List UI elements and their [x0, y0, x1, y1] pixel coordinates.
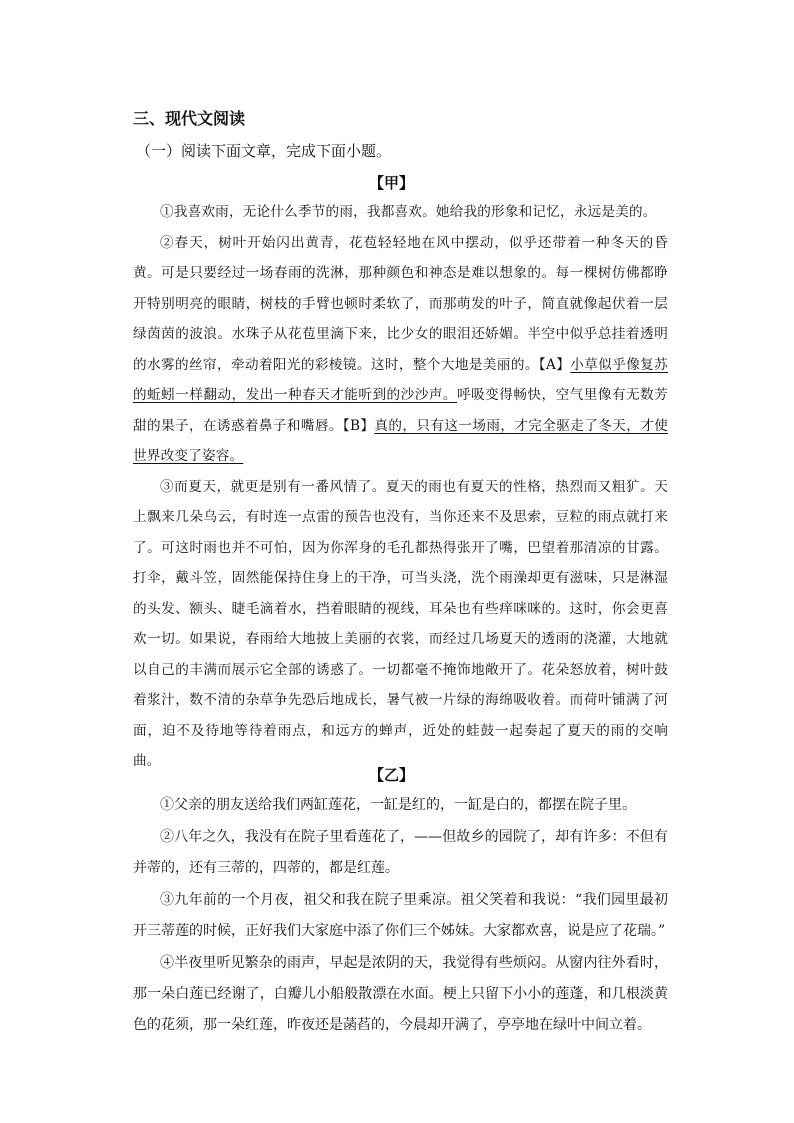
paragraph-b1: ①父亲的朋友送给我们两缸莲花，一缸是红的，一缸是白的，都摆在院子里。: [160, 797, 636, 813]
paragraph-3: ③而夏天，就更是别有一番风情了。夏天的雨也有夏天的性格，热烈而又粗犷。天上飘来几朵乌云，有时连一点雷的预告也没有，当你还来不及思索，豆粒的雨点就打来了。可这时雨也并不可怕，因为你浑身的毛孔都热得张开了嘴，巴望着那清凉的甘露。打伞，戴斗笠，固然能保持住身上的干净，可当头浇，洗个雨澡却更有滋味，只是淋湿的头发、额头、睫毛滴着水，挡着眼睛的视线，耳朵也有些痒咪咪的。这时，你会更喜欢一切。如果说，春雨给大地披上美丽的衣裳，而经过几场夏天的透雨的浇灌，大地就以自己的丰满而展示它全部的诱惑了。一切都毫不掩饰地敞开了。花朵怒放着，树叶鼓着浆汁，数不清的杂草争先恐后地成长，暑气被一片绿的海绵吸收着。而荷叶铺满了河面，迫不及待地等待着雨点，和远方的蝉声，近处的蛙鼓一起奏起了夏天的雨的交响曲。: [133, 478, 668, 769]
underlined-sentence-a: 小草似乎像复苏的蚯蚓一样翻动，发出一种春天才能听到的沙沙声。: [133, 356, 668, 403]
marker-b: 【B】: [342, 417, 375, 434]
heading-jia: 【甲】: [369, 174, 415, 192]
paragraph-2-middle: 呼吸变得畅快，空气里像有无数芳甜的果子，在诱惑着鼻子和嘴唇。: [133, 387, 669, 434]
heading-yi: 【乙】: [369, 766, 415, 784]
paragraph-2: [133, 228, 668, 472]
paragraph-b3: ③九年前的一个月夜，祖父和我在院子里乘凉。祖父笑着和我说：“我们园里最初开三蒂莲的时候，正好我们大家庭中添了你们三个姊妹。大家都欢喜，说是应了花瑞。”: [133, 892, 668, 939]
paragraph-b4: ④半夜里听见繁杂的雨声，早起是浓阴的天，我觉得有些烦闷。从窗内往外看时，那一朵白莲已经谢了，白瓣儿小船般散漂在水面。梗上只留下小小的莲蓬，和几根淡黄色的花须，那一朵红莲，昨夜还是菡萏的，今晨却开满了，亭亭地在绿叶中间立着。: [133, 955, 668, 1033]
paragraph-1: ①我喜欢雨，无论什么季节的雨，我都喜欢。她给我的形象和记忆，永远是美的。: [160, 204, 657, 220]
underlined-sentence-b: 真的，只有这一场雨，才完全驱走了冬天，才使世界改变了姿容。: [133, 417, 669, 464]
passage-yi: [133, 790, 668, 1042]
instruction: （一）阅读下面文章，完成下面小题。: [136, 142, 392, 160]
paragraph-b2: ②八年之久，我没有在院子里看莲花了，——但故乡的园院了，却有许多：不但有并蒂的，还有三蒂的，四蒂的，都是红莲。: [133, 829, 668, 876]
marker-a: 【A】: [538, 356, 571, 373]
section-title: 三、现代文阅读: [133, 109, 246, 128]
paragraph-2-text: ②春天，树叶开始闪出黄青，花苞轻轻地在风中摆动，似乎还带着一种冬天的昏黄。可是只要经过一场春雨的洗淋，那种颜色和神态是难以想象的。每一棵树仿佛都睁开特别明亮的眼睛，树枝的手臂也顿时柔软了，而那萌发的叶子，简直就像起伏着一层绿茵茵的波浪。水珠子从花苞里滴下来，比少女的眼泪还娇媚。半空中似乎总挂着透明的水雾的丝帘，牵动着阳光的彩棱镜。这时，整个大地是美丽的。: [133, 234, 668, 373]
passage-jia: [133, 197, 668, 777]
